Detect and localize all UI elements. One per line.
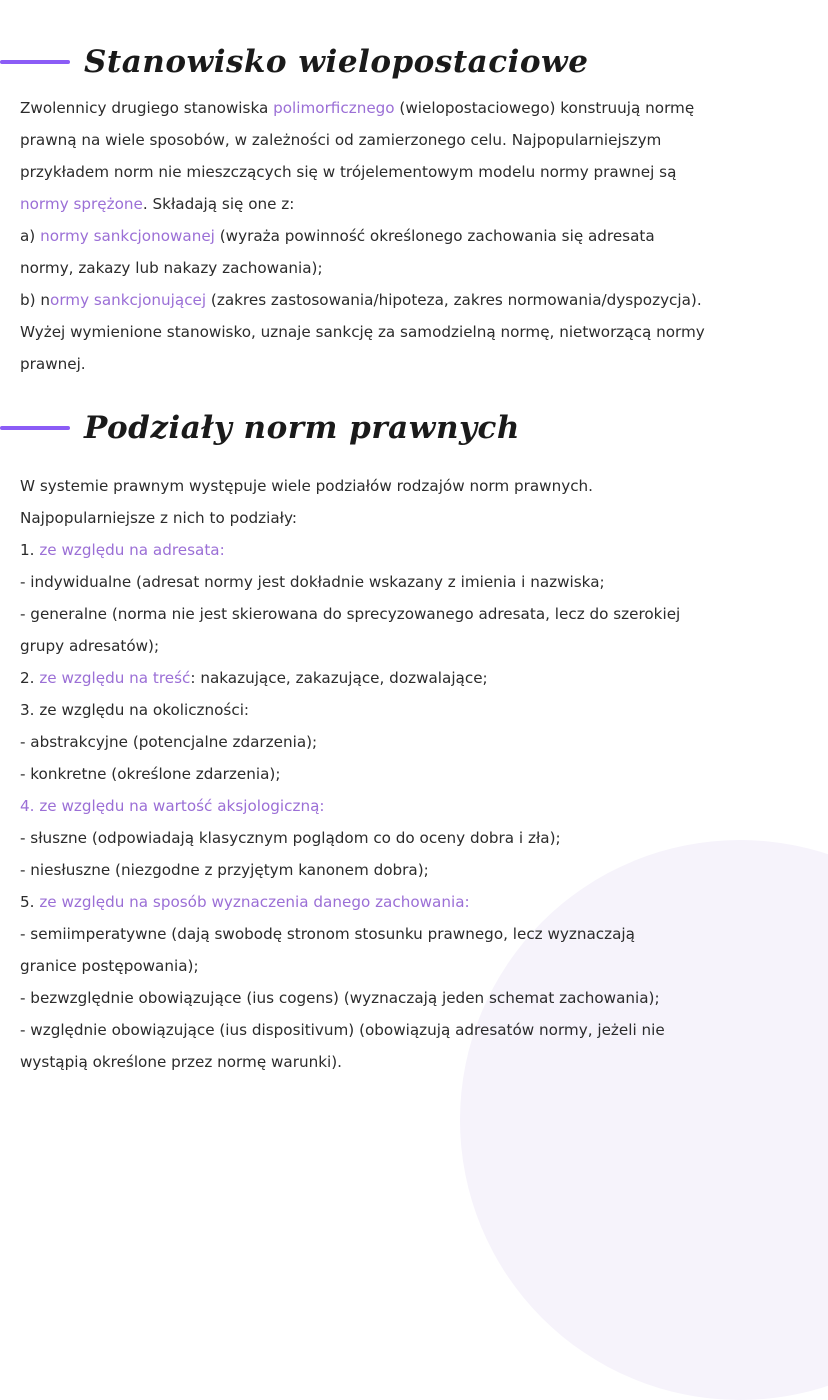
section2-line — [20, 918, 810, 950]
text-segment: Wyżej wymienione stanowisko, uznaje sankcję za samodzielną normę, nietworzącą normy — [20, 323, 705, 341]
text-segment: - względnie obowiązujące (ius dispositivum) (obowiązują adresatów normy, jeżeli nie — [20, 1021, 665, 1039]
section1-body — [20, 92, 810, 380]
text-segment: (wielopostaciowego) konstruują normę — [394, 99, 695, 117]
section1-heading-accent-line — [0, 60, 70, 64]
section2-body — [20, 470, 810, 1078]
section1-line — [20, 220, 810, 252]
section2-heading: Podziały norm prawnych — [84, 410, 520, 446]
section2-line — [20, 1014, 810, 1046]
section1-line — [20, 156, 810, 188]
highlighted-term: polimorficznego — [273, 99, 395, 117]
section2-line — [20, 790, 810, 822]
highlighted-term: normy sankcjonowanej — [40, 227, 215, 245]
section2-line — [20, 1046, 810, 1078]
section2-line — [20, 662, 810, 694]
section1-line — [20, 252, 810, 284]
text-segment: przykładem norm nie mieszczących się w trójelementowym modelu normy prawnej są — [20, 163, 677, 181]
text-segment: - generalne (norma nie jest skierowana do sprecyzowanego adresata, lecz do szerokiej — [20, 605, 681, 623]
text-segment: - abstrakcyjne (potencjalne zdarzenia); — [20, 733, 318, 751]
text-segment: grupy adresatów); — [20, 637, 160, 655]
text-segment: - indywidualne (adresat normy jest dokładnie wskazany z imienia i nazwiska; — [20, 573, 605, 591]
section2-line — [20, 950, 810, 982]
text-segment: W systemie prawnym występuje wiele podziałów rodzajów norm prawnych. — [20, 477, 594, 495]
text-segment: - niesłuszne (niezgodne z przyjętym kanonem dobra); — [20, 861, 429, 879]
highlighted-term: ze względu na adresata: — [39, 541, 225, 559]
section2-heading-accent-line — [0, 426, 70, 430]
section2-line — [20, 726, 810, 758]
section1-line — [20, 92, 810, 124]
text-segment: 5. — [20, 893, 40, 911]
text-segment: 2. — [20, 669, 40, 687]
text-segment: (wyraża powinność określonego zachowania się adresata — [214, 227, 655, 245]
section2-line — [20, 694, 810, 726]
highlighted-term: 4. ze względu na wartość aksjologiczną: — [20, 797, 325, 815]
section1-line — [20, 348, 810, 380]
text-segment: a) — [20, 227, 41, 245]
section2-line — [20, 598, 810, 630]
highlighted-term: ze względu na sposób wyznaczenia danego zachowania: — [39, 893, 470, 911]
text-segment: 3. ze względu na okoliczności: — [20, 701, 250, 719]
section1-heading-row — [0, 34, 588, 90]
text-segment: 1. — [20, 541, 40, 559]
text-segment: Zwolennicy drugiego stanowiska — [20, 99, 274, 117]
section1-line — [20, 124, 810, 156]
text-segment: prawnej. — [20, 355, 86, 373]
text-segment: Najpopularniejsze z nich to podziały: — [20, 509, 297, 527]
text-segment: granice postępowania); — [20, 957, 199, 975]
text-segment: - słuszne (odpowiadają klasycznym poglądom co do oceny dobra i zła); — [20, 829, 561, 847]
section2-line — [20, 502, 810, 534]
text-segment: normy, zakazy lub nakazy zachowania); — [20, 259, 323, 277]
section2-line — [20, 854, 810, 886]
text-segment: b) n — [20, 291, 51, 309]
highlighted-term: ze względu na treść — [39, 669, 191, 687]
text-segment: prawną na wiele sposobów, w zależności od zamierzonego celu. Najpopularniejszym — [20, 131, 662, 149]
section2-line — [20, 886, 810, 918]
highlighted-term: normy sprężone — [20, 195, 143, 213]
section2-line — [20, 630, 810, 662]
text-segment: - semiimperatywne (dają swobodę stronom stosunku prawnego, lecz wyznaczają — [20, 925, 635, 943]
section2-line — [20, 566, 810, 598]
text-segment: - bezwzględnie obowiązujące (ius cogens) (wyznaczają jeden schemat zachowania); — [20, 989, 660, 1007]
highlighted-term: ormy sankcjonującej — [50, 291, 207, 309]
section1-line — [20, 316, 810, 348]
text-segment: : nakazujące, zakazujące, dozwalające; — [190, 669, 488, 687]
text-segment: wystąpią określone przez normę warunki). — [20, 1053, 342, 1071]
section1-line — [20, 188, 810, 220]
section2-line — [20, 822, 810, 854]
section2-line — [20, 534, 810, 566]
text-segment: . Składają się one z: — [142, 195, 295, 213]
section2-line — [20, 758, 810, 790]
text-segment: - konkretne (określone zdarzenia); — [20, 765, 281, 783]
section1-line — [20, 284, 810, 316]
section2-line — [20, 982, 810, 1014]
section2-heading-row — [0, 400, 520, 456]
section2-line — [20, 470, 810, 502]
section1-heading: Stanowisko wielopostaciowe — [84, 44, 589, 80]
text-segment: (zakres zastosowania/hipoteza, zakres normowania/dyspozycja). — [206, 291, 702, 309]
